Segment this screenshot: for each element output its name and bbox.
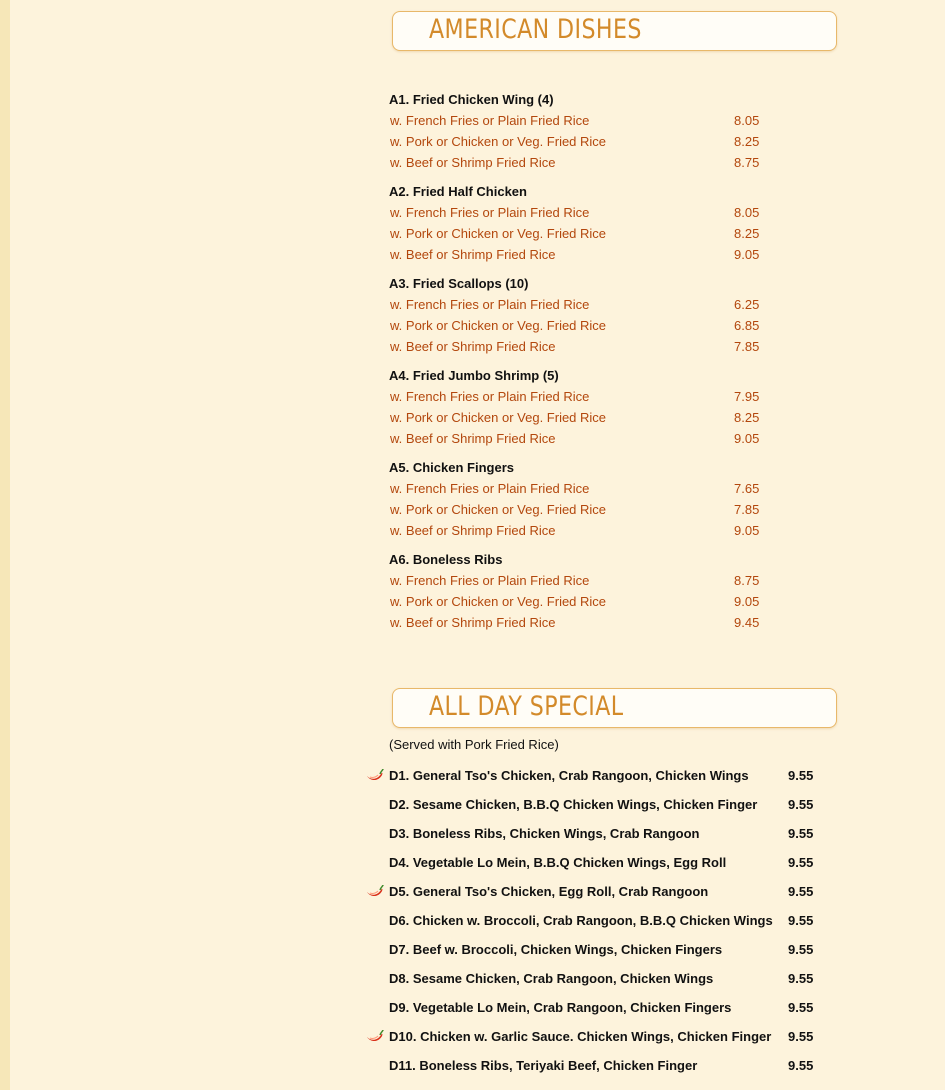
special-label: D8. Sesame Chicken, Crab Rangoon, Chicken Wings <box>389 971 714 986</box>
chili-pepper-icon <box>366 768 384 784</box>
price-option <box>389 152 789 173</box>
chili-pepper-icon <box>366 884 384 900</box>
item-name: A2. Fried Half Chicken <box>389 184 527 199</box>
option-label: w. Pork or Chicken or Veg. Fried Rice <box>390 134 607 149</box>
option-price: 9.05 <box>734 247 760 262</box>
option-price: 8.75 <box>734 573 760 588</box>
option-price: 9.05 <box>734 431 760 446</box>
price-option <box>389 570 789 591</box>
option-price: 8.05 <box>734 113 760 128</box>
special-d3 <box>366 824 826 844</box>
all-day-special-header <box>392 688 837 728</box>
option-price: 9.05 <box>734 523 760 538</box>
menu-item-a1 <box>389 90 789 173</box>
option-price: 7.85 <box>734 339 760 354</box>
special-label: D2. Sesame Chicken, B.B.Q Chicken Wings, Chicken Finger <box>389 797 758 812</box>
american-dishes-title: AMERICAN DISHES <box>429 14 642 45</box>
special-price: 9.55 <box>788 797 814 812</box>
item-name: A5. Chicken Fingers <box>389 460 514 475</box>
option-label: w. French Fries or Plain Fried Rice <box>390 297 590 312</box>
special-d4 <box>366 853 826 873</box>
special-d7 <box>366 940 826 960</box>
option-label: w. Beef or Shrimp Fried Rice <box>390 339 556 354</box>
special-label: D5. General Tso's Chicken, Egg Roll, Crab Rangoon <box>389 884 709 899</box>
option-label: w. Pork or Chicken or Veg. Fried Rice <box>390 226 607 241</box>
option-price: 9.45 <box>734 615 760 630</box>
menu-item-a2 <box>389 182 789 265</box>
option-label: w. French Fries or Plain Fried Rice <box>390 573 590 588</box>
price-option <box>389 244 789 265</box>
price-option <box>389 520 789 541</box>
special-price: 9.55 <box>788 913 814 928</box>
option-price: 7.85 <box>734 502 760 517</box>
menu-item-a4 <box>389 366 789 449</box>
price-option <box>389 407 789 428</box>
item-name: A3. Fried Scallops (10) <box>389 276 529 291</box>
option-price: 6.25 <box>734 297 760 312</box>
price-option <box>389 202 789 223</box>
special-label: D11. Boneless Ribs, Teriyaki Beef, Chicken Finger <box>389 1058 698 1073</box>
price-option <box>389 315 789 336</box>
special-d11 <box>366 1056 826 1076</box>
price-option <box>389 428 789 449</box>
special-d9 <box>366 998 826 1018</box>
special-d6 <box>366 911 826 931</box>
option-price: 8.25 <box>734 226 760 241</box>
price-option <box>389 110 789 131</box>
option-price: 8.75 <box>734 155 760 170</box>
served-with-note: (Served with Pork Fried Rice) <box>389 737 559 752</box>
option-price: 8.25 <box>734 134 760 149</box>
special-label: D1. General Tso's Chicken, Crab Rangoon, Chicken Wings <box>389 768 749 783</box>
option-label: w. Pork or Chicken or Veg. Fried Rice <box>390 502 607 517</box>
option-label: w. Beef or Shrimp Fried Rice <box>390 431 556 446</box>
price-option <box>389 478 789 499</box>
price-option <box>389 612 789 633</box>
price-option <box>389 336 789 357</box>
option-label: w. Pork or Chicken or Veg. Fried Rice <box>390 410 607 425</box>
option-price: 8.25 <box>734 410 760 425</box>
special-label: D3. Boneless Ribs, Chicken Wings, Crab Rangoon <box>389 826 700 841</box>
option-price: 7.95 <box>734 389 760 404</box>
special-price: 9.55 <box>788 884 814 899</box>
special-d2 <box>366 795 826 815</box>
option-label: w. Beef or Shrimp Fried Rice <box>390 615 556 630</box>
special-d5 <box>366 882 826 902</box>
option-label: w. French Fries or Plain Fried Rice <box>390 481 590 496</box>
option-price: 8.05 <box>734 205 760 220</box>
option-label: w. Beef or Shrimp Fried Rice <box>390 155 556 170</box>
menu-item-a6 <box>389 550 789 633</box>
option-label: w. Pork or Chicken or Veg. Fried Rice <box>390 594 607 609</box>
chili-pepper-icon <box>366 1029 384 1045</box>
option-label: w. Beef or Shrimp Fried Rice <box>390 247 556 262</box>
special-d10 <box>366 1027 826 1047</box>
special-price: 9.55 <box>788 855 814 870</box>
special-price: 9.55 <box>788 1000 814 1015</box>
special-price: 9.55 <box>788 942 814 957</box>
menu-item-a5 <box>389 458 789 541</box>
price-option <box>389 386 789 407</box>
special-label: D6. Chicken w. Broccoli, Crab Rangoon, B.B.Q Chicken Wings <box>389 913 773 928</box>
option-label: w. French Fries or Plain Fried Rice <box>390 205 590 220</box>
special-price: 9.55 <box>788 971 814 986</box>
item-name: A6. Boneless Ribs <box>389 552 503 567</box>
item-name: A4. Fried Jumbo Shrimp (5) <box>389 368 559 383</box>
special-price: 9.55 <box>788 768 814 783</box>
special-d1 <box>366 766 826 786</box>
option-price: 7.65 <box>734 481 760 496</box>
option-label: w. French Fries or Plain Fried Rice <box>390 113 590 128</box>
special-d8 <box>366 969 826 989</box>
option-label: w. Pork or Chicken or Veg. Fried Rice <box>390 318 607 333</box>
menu-item-a3 <box>389 274 789 357</box>
special-label: D4. Vegetable Lo Mein, B.B.Q Chicken Wings, Egg Roll <box>389 855 727 870</box>
special-price: 9.55 <box>788 1058 814 1073</box>
option-price: 6.85 <box>734 318 760 333</box>
special-label: D7. Beef w. Broccoli, Chicken Wings, Chicken Fingers <box>389 942 723 957</box>
price-option <box>389 223 789 244</box>
all-day-special-title: ALL DAY SPECIAL <box>429 691 624 722</box>
special-label: D9. Vegetable Lo Mein, Crab Rangoon, Chicken Fingers <box>389 1000 732 1015</box>
american-dishes-header <box>392 11 837 51</box>
special-price: 9.55 <box>788 826 814 841</box>
special-price: 9.55 <box>788 1029 814 1044</box>
price-option <box>389 499 789 520</box>
option-price: 9.05 <box>734 594 760 609</box>
price-option <box>389 131 789 152</box>
option-label: w. French Fries or Plain Fried Rice <box>390 389 590 404</box>
left-border-strip <box>0 0 10 1090</box>
price-option <box>389 591 789 612</box>
option-label: w. Beef or Shrimp Fried Rice <box>390 523 556 538</box>
special-label: D10. Chicken w. Garlic Sauce. Chicken Wings, Chicken Finger <box>389 1029 772 1044</box>
price-option <box>389 294 789 315</box>
item-name: A1. Fried Chicken Wing (4) <box>389 92 554 107</box>
